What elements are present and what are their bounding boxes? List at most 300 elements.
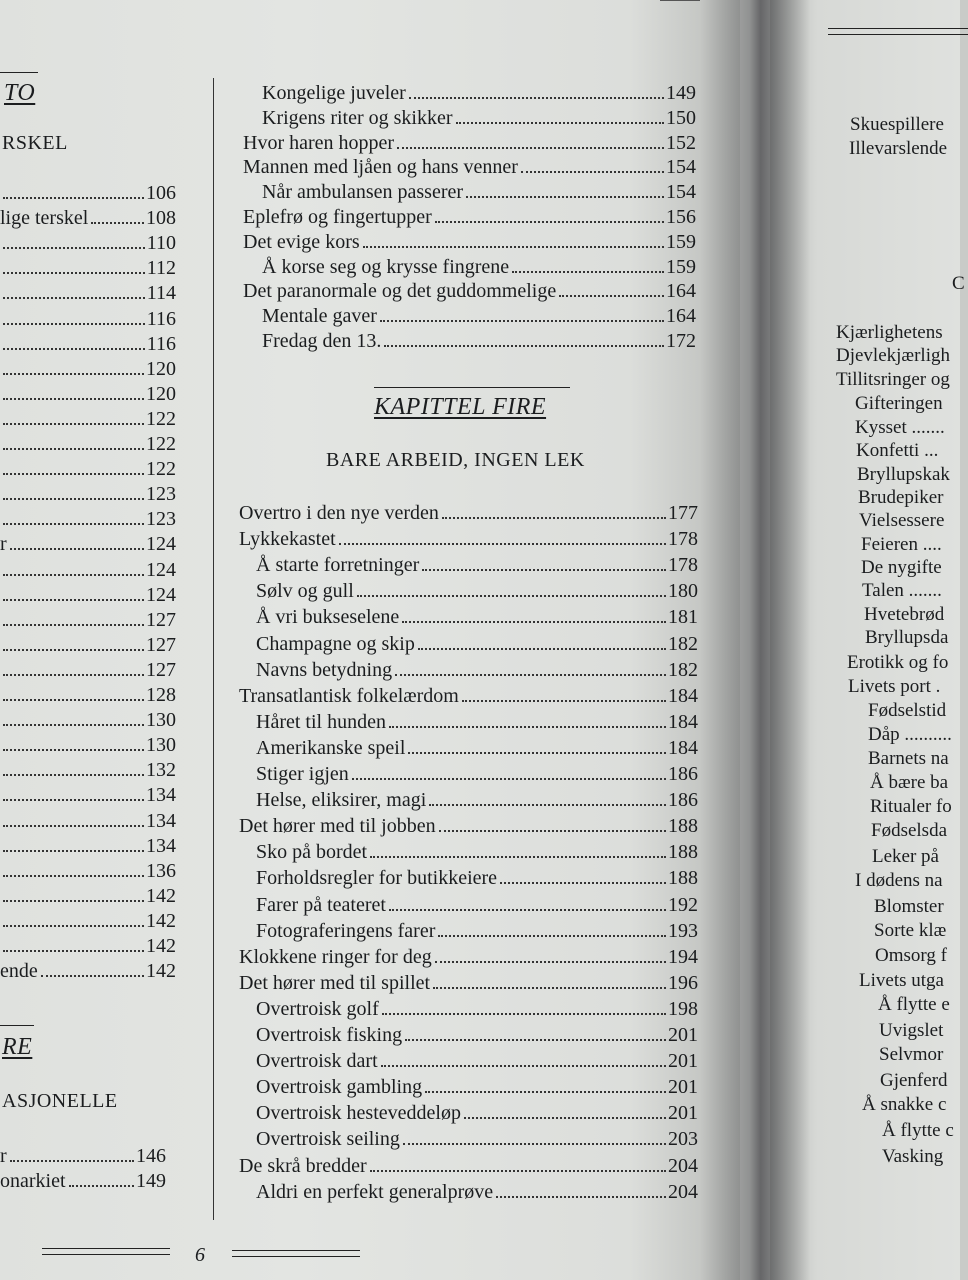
toc-entry-page: 201 bbox=[668, 1050, 698, 1073]
dot-leader bbox=[389, 726, 666, 728]
toc-entry-title: Overtroisk dart bbox=[256, 1050, 378, 1073]
toc-entry-page: 180 bbox=[668, 580, 698, 603]
toc-entry bbox=[256, 840, 698, 864]
toc-entry-page: 159 bbox=[666, 230, 696, 253]
toc-entry bbox=[243, 205, 696, 229]
toc-entry-page: 204 bbox=[668, 1180, 698, 1203]
toc-entry bbox=[256, 579, 698, 603]
dot-leader bbox=[435, 961, 666, 963]
toc-entry-page: 152 bbox=[666, 131, 696, 154]
toc-entry bbox=[243, 155, 696, 179]
dot-leader bbox=[3, 247, 145, 249]
toc-entry-page: 134 bbox=[146, 809, 176, 832]
toc-entry-title: Hvor haren hopper bbox=[243, 131, 395, 154]
toc-entry-title: Å korse seg og krysse fingrene bbox=[262, 255, 510, 278]
right-toc-line: Talen ....... bbox=[862, 580, 942, 601]
toc-entry-page: 134 bbox=[146, 834, 176, 857]
toc-entry bbox=[262, 304, 696, 328]
toc-entry bbox=[0, 1169, 166, 1193]
toc-entry bbox=[256, 736, 698, 760]
toc-entry bbox=[256, 1180, 698, 1204]
toc-entry bbox=[0, 457, 176, 481]
toc-entry-page: 181 bbox=[668, 606, 698, 629]
chapter-rule-left-2 bbox=[0, 1025, 34, 1026]
toc-entry-page: 154 bbox=[666, 156, 696, 179]
dot-leader bbox=[433, 987, 666, 989]
toc-entry-title: Aldri en perfekt generalprøve bbox=[256, 1180, 494, 1203]
toc-entry-page: 108 bbox=[146, 207, 176, 230]
toc-entry-page: 182 bbox=[668, 658, 698, 681]
toc-entry bbox=[0, 307, 176, 331]
toc-entry bbox=[256, 1101, 698, 1125]
toc-entry-page: 116 bbox=[146, 307, 176, 330]
toc-entry bbox=[256, 710, 698, 734]
toc-entry bbox=[0, 758, 176, 782]
toc-entry bbox=[0, 783, 176, 807]
dot-leader bbox=[3, 423, 144, 425]
right-toc-line: C bbox=[952, 273, 965, 294]
toc-entry-title: ende bbox=[0, 960, 38, 983]
toc-entry bbox=[0, 658, 176, 682]
toc-entry-title: Sølv og gull bbox=[256, 580, 354, 603]
toc-entry bbox=[0, 382, 176, 406]
toc-entry bbox=[239, 814, 698, 838]
toc-entry-page: 178 bbox=[668, 554, 698, 577]
chapter-rule-middle bbox=[374, 387, 570, 388]
dot-leader bbox=[370, 856, 666, 858]
toc-entry bbox=[0, 532, 176, 556]
toc-entry bbox=[239, 945, 698, 969]
right-toc-line: Gifteringen bbox=[855, 393, 943, 414]
toc-entry-page: 146 bbox=[136, 1145, 166, 1167]
dot-leader bbox=[512, 271, 664, 273]
toc-entry-title: Lykkekastet bbox=[239, 528, 336, 551]
dot-leader bbox=[521, 171, 664, 173]
chapter-title-left: TO bbox=[4, 80, 36, 106]
toc-entry-title: Forholdsregler for butikkeiere bbox=[256, 867, 498, 890]
toc-entry-page: 130 bbox=[146, 709, 176, 732]
chapter-subtitle: BARE ARBEID, INGEN LEK bbox=[326, 449, 585, 471]
right-toc-line: Uvigslet bbox=[879, 1020, 944, 1041]
toc-entry-title: lige terskel bbox=[0, 207, 89, 230]
dot-leader bbox=[456, 122, 664, 124]
toc-entry-page: 198 bbox=[668, 997, 698, 1020]
dot-leader bbox=[3, 649, 144, 651]
dot-leader bbox=[403, 1143, 666, 1145]
dot-leader bbox=[559, 295, 664, 297]
toc-entry bbox=[0, 558, 176, 582]
toc-entry-page: 124 bbox=[146, 558, 176, 581]
toc-entry bbox=[0, 633, 176, 657]
toc-entry-page: 120 bbox=[146, 357, 176, 380]
toc-entry-page: 150 bbox=[666, 106, 696, 129]
toc-entry bbox=[0, 357, 176, 381]
chapter-title: KAPITTEL FIRE bbox=[374, 394, 547, 420]
toc-entry bbox=[256, 1023, 698, 1047]
footer-rule-left bbox=[42, 1248, 170, 1255]
toc-entry-title: Amerikanske speil bbox=[256, 736, 406, 759]
dot-leader bbox=[10, 1160, 134, 1162]
dot-leader bbox=[496, 1196, 666, 1198]
toc-entry bbox=[243, 230, 696, 254]
dot-leader bbox=[69, 1185, 134, 1187]
toc-entry-page: 142 bbox=[146, 935, 176, 957]
toc-entry-title: Det hører med til spillet bbox=[239, 971, 431, 994]
toc-entry-page: 177 bbox=[668, 502, 698, 524]
toc-entry-title: onarkiet bbox=[0, 1170, 66, 1192]
toc-entry bbox=[0, 809, 176, 833]
toc-entry-page: 142 bbox=[146, 960, 176, 983]
toc-entry-page: 120 bbox=[146, 382, 176, 405]
toc-entry bbox=[239, 684, 698, 708]
toc-entry-page: 203 bbox=[668, 1128, 698, 1151]
toc-entry bbox=[0, 407, 176, 431]
dot-leader bbox=[500, 882, 666, 884]
toc-entry bbox=[256, 1127, 698, 1151]
dot-leader bbox=[3, 272, 145, 274]
toc-entry-title: Mannen med ljåen og hans venner bbox=[243, 156, 518, 179]
toc-entry-page: 188 bbox=[668, 841, 698, 864]
toc-entry-title: Når ambulansen passerer bbox=[262, 181, 464, 204]
toc-entry-page: 204 bbox=[668, 1154, 698, 1177]
dot-leader bbox=[10, 548, 144, 550]
toc-entry bbox=[0, 708, 176, 732]
toc-entry-title: Overtroisk golf bbox=[256, 997, 379, 1020]
toc-entry-page: 112 bbox=[146, 257, 176, 280]
dot-leader bbox=[3, 699, 144, 701]
dot-leader bbox=[3, 850, 144, 852]
footer-rule-right bbox=[232, 1250, 360, 1257]
toc-entry-title: Å starte forretninger bbox=[256, 554, 420, 577]
toc-entry bbox=[0, 206, 176, 230]
toc-entry-page: 184 bbox=[668, 684, 698, 707]
right-toc-line: Skuespillere bbox=[850, 114, 944, 135]
toc-entry bbox=[0, 281, 176, 305]
toc-entry-page: 123 bbox=[146, 508, 176, 531]
dot-leader bbox=[3, 523, 144, 525]
toc-entry-title: Kongelige juveler bbox=[262, 82, 406, 104]
dot-leader bbox=[384, 345, 664, 347]
book-gutter bbox=[700, 0, 810, 1280]
dot-leader bbox=[402, 621, 666, 623]
toc-entry-title: Fotograferingens farer bbox=[256, 919, 436, 942]
dot-leader bbox=[382, 1013, 666, 1015]
right-toc-line: Dåp .......... bbox=[868, 724, 952, 745]
toc-entry-title: Champagne og skip bbox=[256, 632, 415, 655]
dot-leader bbox=[408, 752, 666, 754]
right-toc-line: Illevarslende bbox=[849, 138, 948, 159]
toc-entry-page: 184 bbox=[668, 710, 698, 733]
dot-leader bbox=[397, 147, 664, 149]
right-toc-line: Vielsessere bbox=[859, 510, 945, 531]
right-toc-line: Bryllupskak bbox=[857, 464, 950, 485]
dot-leader bbox=[389, 909, 666, 911]
toc-entry-page: 154 bbox=[666, 181, 696, 204]
toc-entry-page: 124 bbox=[146, 533, 176, 556]
toc-entry-page: 149 bbox=[136, 1170, 166, 1192]
toc-entry-page: 188 bbox=[668, 815, 698, 838]
toc-entry-page: 164 bbox=[666, 305, 696, 328]
toc-entry-title: Klokkene ringer for deg bbox=[239, 945, 432, 968]
toc-entry bbox=[239, 971, 698, 995]
toc-entry-page: 201 bbox=[668, 1076, 698, 1099]
toc-entry bbox=[0, 834, 176, 858]
right-toc-line: Barnets na bbox=[868, 748, 949, 769]
toc-entry-page: 122 bbox=[146, 407, 176, 430]
dot-leader bbox=[409, 97, 664, 99]
dot-leader bbox=[405, 1039, 666, 1041]
dot-leader bbox=[91, 222, 144, 224]
toc-entry bbox=[256, 762, 698, 786]
toc-entry bbox=[0, 909, 176, 933]
toc-entry bbox=[0, 507, 176, 531]
toc-entry bbox=[256, 553, 698, 577]
toc-entry-page: 192 bbox=[668, 893, 698, 916]
right-toc-line: Bryllupsda bbox=[865, 627, 949, 648]
toc-entry-page: 182 bbox=[668, 632, 698, 655]
toc-entry-page: 178 bbox=[668, 528, 698, 551]
toc-entry bbox=[262, 180, 696, 204]
toc-entry-title: Eplefrø og fingertupper bbox=[243, 206, 432, 228]
toc-entry-title: Sko på bordet bbox=[256, 841, 368, 864]
right-toc-line: Tillitsringer og bbox=[836, 369, 950, 390]
toc-entry-page: 128 bbox=[146, 684, 176, 706]
toc-entry bbox=[0, 482, 176, 506]
toc-entry-title: Krigens riter og skikker bbox=[262, 106, 453, 129]
toc-entry-title: Å vri bukseselene bbox=[256, 606, 400, 629]
toc-entry-title: Overtro i den nye verden bbox=[239, 502, 439, 524]
toc-entry bbox=[0, 934, 176, 958]
chapter2-title-left: RE bbox=[2, 1034, 33, 1060]
dot-leader bbox=[462, 700, 666, 702]
toc-entry-page: 142 bbox=[146, 909, 176, 932]
toc-entry bbox=[0, 608, 176, 632]
toc-entry-page: 193 bbox=[668, 919, 698, 942]
dot-leader bbox=[41, 975, 144, 977]
dot-leader bbox=[425, 1091, 666, 1093]
toc-entry-page: 196 bbox=[668, 971, 698, 994]
toc-entry bbox=[256, 919, 698, 943]
dot-leader bbox=[380, 320, 664, 322]
dot-leader bbox=[418, 648, 666, 650]
toc-entry-page: 136 bbox=[146, 859, 176, 882]
toc-entry-page: 106 bbox=[146, 182, 176, 204]
dot-leader bbox=[3, 448, 144, 450]
chapter2-subtitle-left: ASJONELLE bbox=[2, 1090, 118, 1112]
dot-leader bbox=[395, 674, 666, 676]
dot-leader bbox=[3, 599, 144, 601]
toc-entry-title: r bbox=[0, 533, 7, 556]
toc-entry bbox=[0, 231, 176, 255]
toc-entry-title: Farer på teateret bbox=[256, 893, 386, 916]
dot-leader bbox=[3, 323, 145, 325]
dot-leader bbox=[3, 348, 145, 350]
toc-entry bbox=[0, 959, 176, 983]
toc-entry-page: 188 bbox=[668, 867, 698, 890]
toc-entry-page: 132 bbox=[146, 759, 176, 782]
dot-leader bbox=[464, 1117, 666, 1119]
toc-entry-page: 134 bbox=[146, 784, 176, 807]
right-toc-line: Ritualer fo bbox=[870, 796, 952, 817]
toc-entry bbox=[256, 1049, 698, 1073]
dot-leader bbox=[3, 825, 144, 827]
toc-entry bbox=[239, 1154, 698, 1178]
toc-entry-title: Det evige kors bbox=[243, 230, 360, 253]
toc-entry-page: 127 bbox=[146, 608, 176, 631]
right-toc-line: Å flytte c bbox=[882, 1120, 954, 1141]
top-rule bbox=[660, 0, 700, 1]
toc-entry bbox=[0, 332, 176, 356]
toc-entry-page: 186 bbox=[668, 789, 698, 812]
right-toc-line: Blomster bbox=[874, 896, 944, 917]
toc-entry-page: 123 bbox=[146, 483, 176, 506]
right-toc-line: Selvmor bbox=[879, 1044, 944, 1065]
toc-entry bbox=[262, 106, 696, 130]
toc-entry bbox=[262, 81, 696, 105]
toc-entry-page: 116 bbox=[146, 332, 176, 355]
toc-entry bbox=[256, 866, 698, 890]
dot-leader bbox=[352, 778, 666, 780]
dot-leader bbox=[3, 950, 144, 952]
toc-entry-page: 130 bbox=[146, 734, 176, 757]
right-toc-line: Erotikk og fo bbox=[847, 652, 949, 673]
toc-entry-page: 114 bbox=[146, 282, 176, 305]
right-toc-line: Å bære ba bbox=[870, 772, 949, 793]
toc-entry bbox=[262, 329, 696, 353]
toc-entry bbox=[0, 181, 176, 205]
dot-leader bbox=[438, 935, 666, 937]
toc-entry-page: 124 bbox=[146, 583, 176, 606]
toc-entry bbox=[256, 605, 698, 629]
chapter-rule-left bbox=[0, 72, 38, 73]
dot-leader bbox=[435, 221, 664, 223]
dot-leader bbox=[3, 925, 144, 927]
toc-entry-title: Overtroisk gambling bbox=[256, 1076, 423, 1099]
toc-entry-page: 122 bbox=[146, 433, 176, 455]
right-toc-line: De nygifte bbox=[861, 557, 942, 578]
toc-entry-page: 159 bbox=[666, 255, 696, 278]
toc-entry bbox=[0, 733, 176, 757]
toc-entry bbox=[262, 255, 696, 279]
toc-entry-page: 156 bbox=[666, 206, 696, 228]
toc-entry bbox=[256, 632, 698, 656]
dot-leader bbox=[3, 875, 144, 877]
toc-entry bbox=[239, 527, 698, 551]
toc-entry-title: r bbox=[0, 1145, 7, 1167]
toc-entry-title: De skrå bredder bbox=[239, 1154, 367, 1177]
toc-entry bbox=[243, 131, 696, 155]
dot-leader bbox=[3, 473, 144, 475]
toc-entry bbox=[256, 1075, 698, 1099]
toc-entry bbox=[256, 997, 698, 1021]
right-toc-line: Sorte klæ bbox=[874, 920, 947, 941]
toc-entry-page: 127 bbox=[146, 658, 176, 681]
dot-leader bbox=[3, 498, 144, 500]
right-toc-line: Konfetti ... bbox=[856, 440, 939, 461]
toc-entry-title: Overtroisk hesteveddeløp bbox=[256, 1102, 461, 1125]
toc-entry-title: Fredag den 13. bbox=[262, 330, 382, 352]
dot-leader bbox=[3, 674, 144, 676]
toc-entry-page: 122 bbox=[146, 458, 176, 481]
dot-leader bbox=[466, 196, 664, 198]
page-number: 6 bbox=[195, 1244, 205, 1266]
right-toc-line: Kysset ....... bbox=[855, 417, 945, 438]
dot-leader bbox=[3, 297, 145, 299]
toc-entry-page: 142 bbox=[146, 884, 176, 907]
toc-entry-page: 184 bbox=[668, 736, 698, 759]
toc-entry-page: 127 bbox=[146, 633, 176, 656]
column-divider bbox=[213, 78, 214, 1220]
toc-entry bbox=[0, 256, 176, 280]
right-toc-line: Feieren .... bbox=[861, 534, 942, 555]
chapter-subtitle-left: RSKEL bbox=[2, 132, 68, 154]
right-page-rule bbox=[828, 28, 968, 35]
dot-leader bbox=[442, 517, 666, 519]
right-toc-line: Kjærlighetens bbox=[836, 322, 943, 343]
dot-leader bbox=[439, 830, 666, 832]
dot-leader bbox=[3, 900, 144, 902]
right-toc-line: I dødens na bbox=[855, 870, 943, 891]
right-toc-line: Å flytte e bbox=[878, 994, 950, 1015]
toc-entry-page: 164 bbox=[666, 280, 696, 303]
toc-entry-page: 110 bbox=[146, 232, 176, 255]
dot-leader bbox=[3, 398, 144, 400]
right-toc-line: Djevlekjærligh bbox=[836, 345, 950, 366]
toc-entry bbox=[0, 583, 176, 607]
dot-leader bbox=[3, 774, 144, 776]
toc-entry-title: Det hører med til jobben bbox=[239, 815, 436, 838]
dot-leader bbox=[3, 749, 144, 751]
right-toc-line: Gjenferd bbox=[880, 1070, 948, 1091]
toc-entry-page: 201 bbox=[668, 1102, 698, 1125]
dot-leader bbox=[3, 373, 144, 375]
toc-entry-title: Transatlantisk folkelærdom bbox=[239, 684, 459, 707]
dot-leader bbox=[429, 804, 666, 806]
toc-entry-title: Navns betydning bbox=[256, 658, 393, 681]
dot-leader bbox=[339, 543, 666, 545]
toc-entry bbox=[0, 859, 176, 883]
toc-entry bbox=[256, 788, 698, 812]
dot-leader bbox=[363, 246, 664, 248]
toc-entry-title: Overtroisk fisking bbox=[256, 1024, 403, 1046]
toc-entry bbox=[0, 683, 176, 707]
dot-leader bbox=[3, 574, 144, 576]
right-toc-line: Hvetebrød bbox=[864, 604, 945, 625]
dot-leader bbox=[3, 724, 144, 726]
toc-entry-page: 194 bbox=[668, 945, 698, 968]
right-toc-line: Leker på bbox=[872, 846, 939, 867]
toc-entry-title: Helse, eliksirer, magi bbox=[256, 789, 427, 812]
toc-entry-page: 172 bbox=[666, 330, 696, 352]
toc-entry-page: 149 bbox=[666, 82, 696, 104]
toc-entry bbox=[243, 279, 696, 303]
right-toc-line: Vasking bbox=[882, 1146, 944, 1167]
toc-entry bbox=[0, 1144, 166, 1168]
right-toc-line: Brudepiker bbox=[858, 487, 944, 508]
toc-entry-title: Overtroisk seiling bbox=[256, 1128, 400, 1151]
toc-entry-title: Det paranormale og det guddommelige bbox=[243, 280, 557, 303]
toc-entry bbox=[0, 884, 176, 908]
dot-leader bbox=[357, 595, 666, 597]
dot-leader bbox=[370, 1170, 666, 1172]
toc-entry-title: Håret til hunden bbox=[256, 710, 386, 733]
toc-entry bbox=[0, 432, 176, 456]
dot-leader bbox=[381, 1065, 666, 1067]
right-toc-line: Livets utga bbox=[859, 970, 944, 991]
dot-leader bbox=[422, 569, 666, 571]
dot-leader bbox=[3, 624, 144, 626]
toc-entry bbox=[256, 893, 698, 917]
